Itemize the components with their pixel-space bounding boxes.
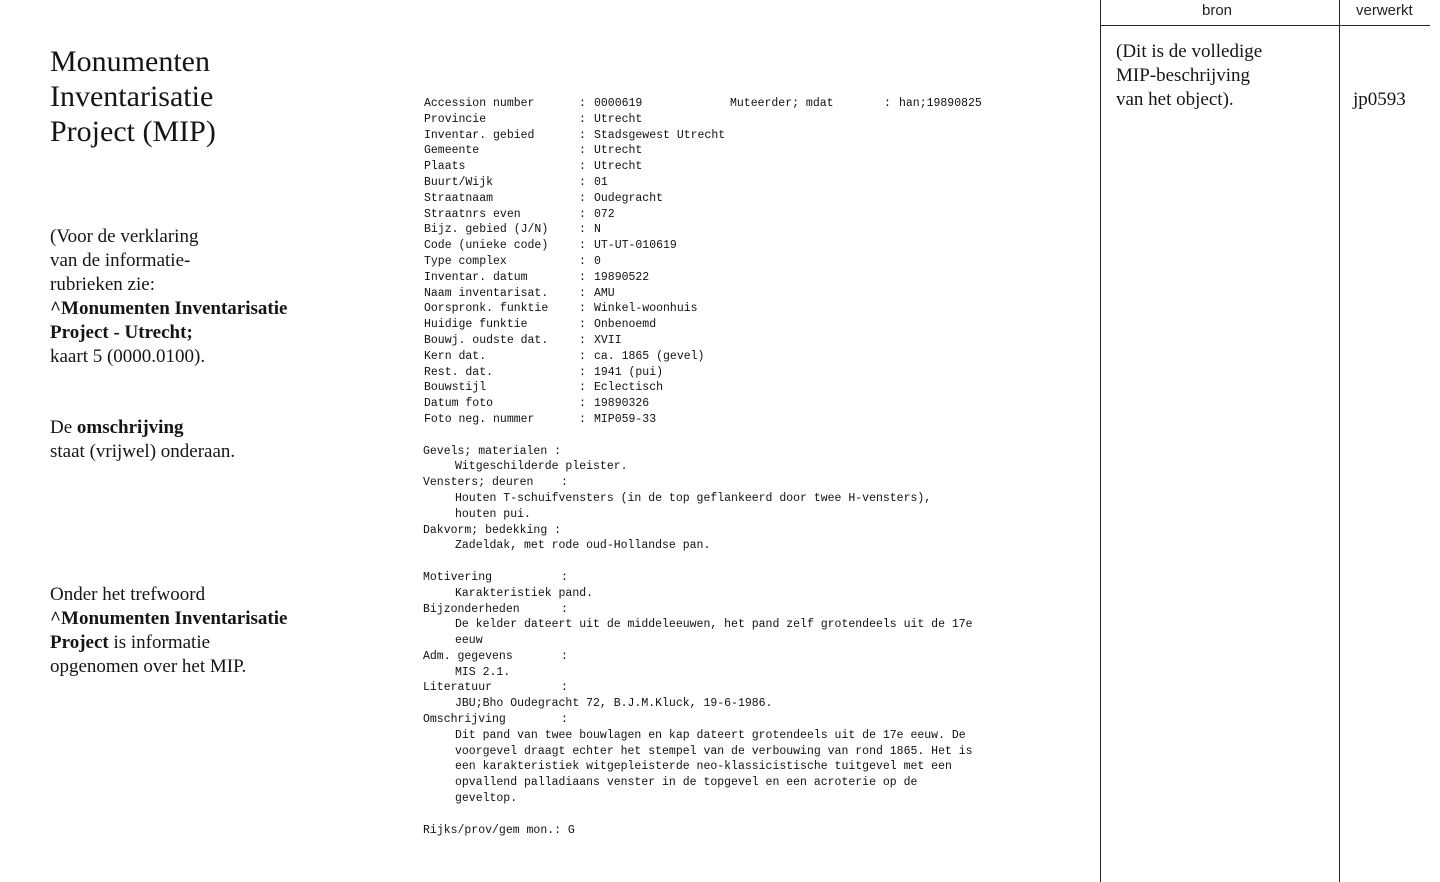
section-text-line: geveltop. [455,792,518,806]
field-value: 19890326 [594,397,650,411]
field-separator: : [579,270,586,284]
record-field-row [424,412,1084,428]
legend-note [50,225,350,369]
field-value: Eclectisch [594,381,664,395]
record-field-row [424,396,1084,412]
field-value: 072 [594,207,615,221]
record-field-row [424,238,1084,254]
record-field-row [424,207,1084,223]
field-label: Buurt/Wijk [424,175,494,189]
record-field-row [424,222,1084,238]
field-separator: : [884,97,891,110]
section-text-line: Witgeschilderde pleister. [455,460,628,474]
field-value: Utrecht [594,160,643,174]
column-divider [1339,0,1340,882]
mip-record [423,96,1084,837]
note-line: rubrieken zie: [50,274,155,295]
field-label: Type complex [424,254,507,268]
mutator-value: han;19890825 [899,97,982,110]
field-separator: : [579,160,586,174]
note-reference: Project [50,632,109,653]
title-line: Inventarisatie [50,80,214,113]
field-value: Utrecht [594,144,643,158]
field-value: Winkel-woonhuis [594,302,698,316]
record-field-row [424,112,1084,128]
field-label: Plaats [424,160,466,174]
field-value: UT-UT-010619 [594,239,677,253]
note-reference: ^Monumenten Inventarisatie [50,298,288,319]
note-line: opgenomen over het MIP. [50,656,247,677]
note-text: De [50,417,77,438]
section-text-line: een karakteristiek witgepleisterde neo-klassicistische tuitgevel met een [455,760,952,774]
record-field-row [424,286,1084,302]
field-value: Utrecht [594,112,643,126]
verwerkt-code: jp0593 [1353,89,1406,110]
field-label: Inventar. datum [424,270,528,284]
section-heading [424,523,1084,539]
field-label: Kern dat. [424,349,487,363]
field-separator: : [579,318,586,332]
omschrijving-note [50,416,350,464]
title-line: Monumenten [50,45,210,78]
note-line: (Voor de verklaring [50,226,199,247]
field-value: 0 [594,254,601,268]
field-label: Bijz. gebied (J/N) [424,223,549,237]
column-header-divider [1100,25,1430,26]
field-separator: : [579,412,586,426]
field-value: Oudegracht [594,191,664,205]
section-heading [424,570,1084,586]
section-label: Adm. gegevens : [423,649,568,663]
field-separator: : [579,207,586,221]
section-label: Bijzonderheden : [423,602,568,616]
note-line: kaart 5 (0000.0100). [50,346,206,367]
record-field-row [424,128,1084,144]
field-label: Straatnrs even [424,207,521,221]
section-label: Vensters; deuren : [423,476,568,490]
section-label: Dakvorm; bedekking : [423,523,562,537]
field-label: Naam inventarisat. [424,286,549,300]
column-header-bron: bron [1202,2,1233,19]
section-heading [424,602,1084,618]
field-separator: : [579,144,586,158]
field-label: Accession number [424,97,535,110]
record-field-row [424,254,1084,270]
section-heading [424,680,1084,696]
field-label: Rest. dat. [424,365,494,379]
section-text-line: voorgevel draagt echter het stempel van de verbouwing van rond 1865. Het is [455,744,973,758]
field-separator: : [579,175,586,189]
record-field-row [424,301,1084,317]
column-divider [1100,0,1101,882]
field-separator: : [579,223,586,237]
title-line: Project (MIP) [50,115,216,148]
section-text-line: houten pui. [455,507,531,521]
record-field-row [424,96,1084,112]
bron-text [1116,40,1331,112]
note-text: is informatie [108,632,211,653]
note-line: Onder het trefwoord [50,584,206,605]
section-text-line: Zadeldak, met rode oud-Hollandse pan. [455,539,711,553]
section-text-line: MIS 2.1. [455,665,511,679]
section-text-line: opvallend palladiaans venster in de topgevel en een acroterie op de [455,776,918,790]
section-label: Motivering : [423,570,568,584]
record-field-row [424,365,1084,381]
field-separator: : [579,349,586,363]
field-label: Oorspronk. funktie [424,302,549,316]
note-line: staat (vrijwel) onderaan. [50,441,236,462]
rijks-status: Rijks/prov/gem mon.: G [423,823,575,837]
record-field-row [424,175,1084,191]
field-value: ca. 1865 (gevel) [594,349,705,363]
note-line: van de informatie- [50,250,191,271]
field-label: Huidige funktie [424,318,528,332]
note-keyword: omschrijving [76,417,184,438]
field-separator: : [579,191,586,205]
record-field-row [424,349,1084,365]
section-text-line: Karakteristiek pand. [455,586,594,600]
field-label: Datum foto [424,397,494,411]
section-heading [424,712,1084,728]
field-value: 0000619 [594,97,643,110]
field-label: Provincie [424,112,487,126]
record-field-row [424,333,1084,349]
field-separator: : [579,286,586,300]
field-separator: : [579,239,586,253]
note-reference: Project - Utrecht; [50,322,193,343]
record-field-row [424,380,1084,396]
bron-line: (Dit is de volledige [1116,41,1263,62]
section-text-line: De kelder dateert uit de middeleeuwen, het pand zelf grotendeels uit de 17e [455,618,973,632]
section-text-line: eeuw [455,634,483,648]
section-heading [424,649,1084,665]
field-label: Bouwj. oudste dat. [424,333,549,347]
field-separator: : [579,112,586,126]
section-heading [424,475,1084,491]
trefwoord-note [50,583,350,679]
field-label: Straatnaam [424,191,494,205]
field-separator: : [579,302,586,316]
field-value: 01 [594,175,608,189]
field-value: MIP059-33 [594,412,657,426]
section-label: Omschrijving : [423,713,568,727]
record-group-materials [424,444,1084,555]
record-last-line [423,807,1084,837]
bron-line: van het object). [1116,89,1234,110]
record-field-row [424,270,1084,286]
field-separator: : [579,254,586,268]
column-header-verwerkt: verwerkt [1356,2,1413,19]
section-text-line: Houten T-schuifvensters (in de top geflankeerd door twee H-vensters), [455,491,932,505]
section-label: Literatuur : [423,681,568,695]
field-label: Bouwstijl [424,381,487,395]
field-value: Stadsgewest Utrecht [594,128,726,142]
bron-line: MIP-beschrijving [1116,65,1251,86]
field-separator: : [579,365,586,379]
field-label: Gemeente [424,144,480,158]
field-value: XVII [594,333,622,347]
field-separator: : [579,97,586,110]
section-text-line: JBU;Bho Oudegracht 72, B.J.M.Kluck, 19-6-1986. [455,697,773,711]
field-separator: : [579,128,586,142]
field-value: N [594,223,601,237]
field-separator: : [579,333,586,347]
field-label: Inventar. gebied [424,128,535,142]
field-label: Foto neg. nummer [424,412,535,426]
field-separator: : [579,381,586,395]
record-field-row [424,143,1084,159]
section-text-line: Dit pand van twee bouwlagen en kap dateert grotendeels uit de 17e eeuw. De [455,728,966,742]
record-field-row [424,191,1084,207]
note-reference: ^Monumenten Inventarisatie [50,608,288,629]
field-value: AMU [594,286,615,300]
record-field-row [424,317,1084,333]
field-separator: : [579,397,586,411]
section-heading [424,444,1084,460]
mutator-label: Muteerder; mdat [730,97,834,110]
field-value: 1941 (pui) [594,365,664,379]
record-group-description [424,570,1084,807]
page-title [50,44,350,149]
field-value: Onbenoemd [594,318,657,332]
field-label: Code (unieke code) [424,239,549,253]
field-value: 19890522 [594,270,650,284]
record-field-row [424,159,1084,175]
record-fields [424,96,1084,428]
section-label: Gevels; materialen : [423,444,562,458]
